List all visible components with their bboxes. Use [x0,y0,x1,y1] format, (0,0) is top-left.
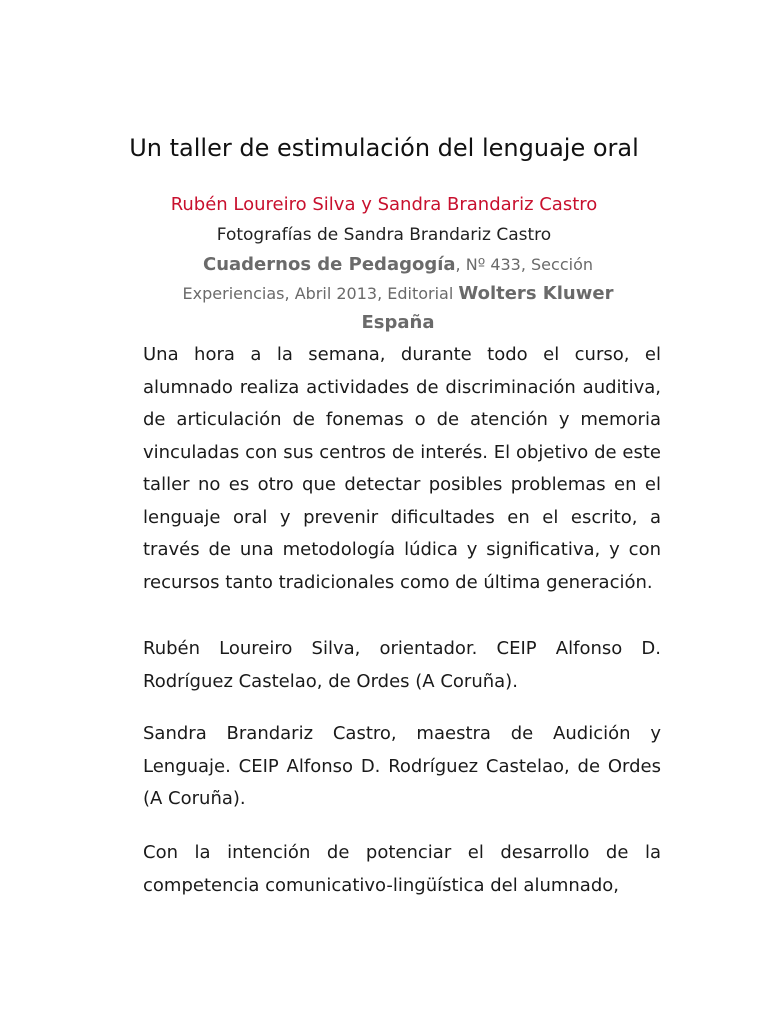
intro-paragraph: Con la intención de potenciar el desarrollo de la competencia comunicativo-lingüística del alumnado, [143,842,661,896]
article-authors: Rubén Loureiro Silva y Sandra Brandariz Castro [170,194,598,215]
author-bio-1: Rubén Loureiro Silva, orientador. CEIP Alfonso D. Rodríguez Castelao, de Ordes (A Coruña). [143,638,661,692]
publisher-name: Wolters Kluwer España [361,283,614,333]
journal-name: Cuadernos de Pedagogía [203,254,456,275]
issue-section: , Nº 433, Sección Experiencias, Abril 2013, Editorial [182,255,593,303]
author-bio-2: Sandra Brandariz Castro, maestra de Audición y Lenguaje. CEIP Alfonso D. Rodríguez Castelao, de Ordes (A Coruña). [143,723,661,809]
article-title: Un taller de estimulación del lenguaje oral [129,134,639,162]
citation-block [150,250,646,337]
abstract-paragraph: Una hora a la semana, durante todo el curso, el alumnado realiza actividades de discriminación auditiva, de articulación de fonemas o de atención y memoria vinculadas con sus centros de interés. El objetivo de este taller no es otro que detectar posibles problemas en el lenguaje oral y prevenir dificultades en el escrito, a través de una metodología lúdica y significativa, y con recursos tanto tradicionales como de última generación. [143,344,661,593]
photo-credit: Fotografías de Sandra Brandariz Castro [216,225,552,245]
